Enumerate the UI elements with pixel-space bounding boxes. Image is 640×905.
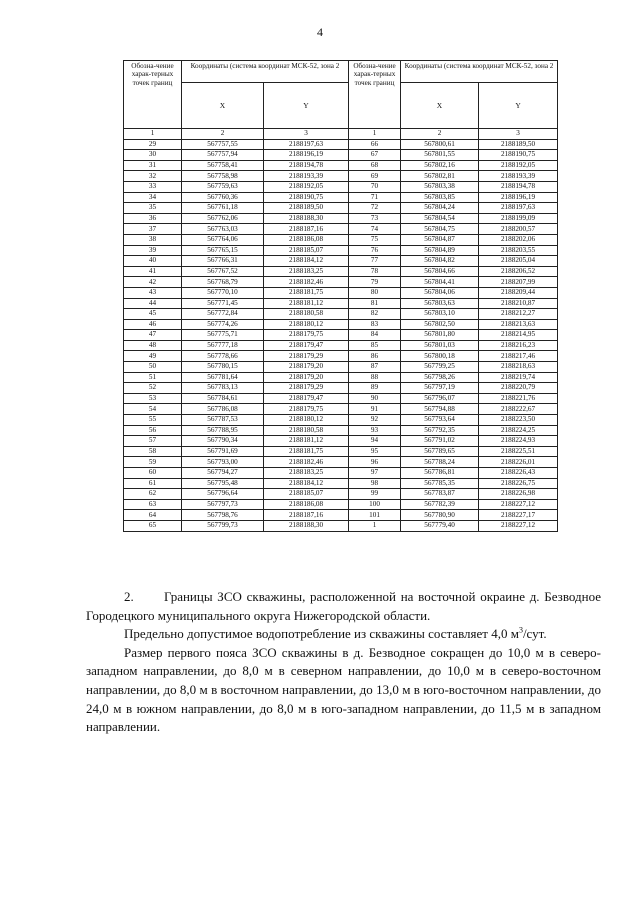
x-right-cell: 567802,81 bbox=[401, 171, 479, 182]
y-left-cell: 2188193,39 bbox=[264, 171, 349, 182]
y-right-cell: 2188205,04 bbox=[479, 256, 558, 267]
table-row bbox=[124, 266, 558, 277]
x-left-cell: 567799,73 bbox=[182, 520, 264, 531]
y-left-cell: 2188179,47 bbox=[264, 340, 349, 351]
point-id-right-cell: 70 bbox=[349, 181, 401, 192]
y-right-cell: 2188226,43 bbox=[479, 468, 558, 479]
point-id-left-cell: 55 bbox=[124, 415, 182, 426]
y-right-cell: 2188192,05 bbox=[479, 160, 558, 171]
y-right-cell: 2188227,17 bbox=[479, 510, 558, 521]
x-right-cell: 567796,07 bbox=[401, 393, 479, 404]
header-point-label-right: Обозна-чение харак-терных точек границ bbox=[349, 61, 401, 129]
x-right-cell: 567786,81 bbox=[401, 468, 479, 479]
point-id-right-cell: 93 bbox=[349, 425, 401, 436]
point-id-right-cell: 75 bbox=[349, 234, 401, 245]
point-id-left-cell: 58 bbox=[124, 446, 182, 457]
x-right-cell: 567793,64 bbox=[401, 415, 479, 426]
x-right-cell: 567798,26 bbox=[401, 372, 479, 383]
consumption-unit: /сут. bbox=[522, 626, 547, 642]
point-id-left-cell: 64 bbox=[124, 510, 182, 521]
x-left-cell: 567786,08 bbox=[182, 404, 264, 415]
point-id-right-cell: 72 bbox=[349, 203, 401, 214]
point-id-left-cell: 53 bbox=[124, 393, 182, 404]
column-number: 3 bbox=[479, 129, 558, 140]
point-id-right-cell: 69 bbox=[349, 171, 401, 182]
y-left-cell: 2188179,29 bbox=[264, 383, 349, 394]
y-left-cell: 2188179,75 bbox=[264, 404, 349, 415]
table-row bbox=[124, 425, 558, 436]
x-right-cell: 567802,16 bbox=[401, 160, 479, 171]
point-id-left-cell: 48 bbox=[124, 340, 182, 351]
table-row bbox=[124, 499, 558, 510]
x-right-cell: 567803,10 bbox=[401, 309, 479, 320]
point-id-right-cell: 86 bbox=[349, 351, 401, 362]
table-row bbox=[124, 203, 558, 214]
y-left-cell: 2188179,29 bbox=[264, 351, 349, 362]
y-left-cell: 2188188,30 bbox=[264, 520, 349, 531]
point-id-right-cell: 79 bbox=[349, 277, 401, 288]
point-id-right-cell: 92 bbox=[349, 415, 401, 426]
header-coords-label-right: Координаты (система координат МСК-52, зона 2 bbox=[401, 61, 558, 83]
table-row bbox=[124, 478, 558, 489]
point-id-right-cell: 83 bbox=[349, 319, 401, 330]
y-left-cell: 2188189,50 bbox=[264, 203, 349, 214]
table-row bbox=[124, 287, 558, 298]
x-right-cell: 567803,85 bbox=[401, 192, 479, 203]
section-heading-paragraph bbox=[86, 588, 601, 625]
y-right-cell: 2188226,75 bbox=[479, 478, 558, 489]
x-left-cell: 567764,06 bbox=[182, 234, 264, 245]
point-id-right-cell: 81 bbox=[349, 298, 401, 309]
table-row bbox=[124, 520, 558, 531]
point-id-left-cell: 62 bbox=[124, 489, 182, 500]
table-row bbox=[124, 181, 558, 192]
header-point-label-left: Обозна-чение харак-терных точек границ bbox=[124, 61, 182, 129]
x-right-cell: 567804,41 bbox=[401, 277, 479, 288]
x-right-cell: 567794,88 bbox=[401, 404, 479, 415]
y-left-cell: 2188179,20 bbox=[264, 362, 349, 373]
table-row bbox=[124, 256, 558, 267]
y-right-cell: 2188210,87 bbox=[479, 298, 558, 309]
table-row bbox=[124, 277, 558, 288]
y-left-cell: 2188183,25 bbox=[264, 468, 349, 479]
x-right-cell: 567783,87 bbox=[401, 489, 479, 500]
table-row bbox=[124, 510, 558, 521]
y-left-cell: 2188186,08 bbox=[264, 234, 349, 245]
point-id-left-cell: 37 bbox=[124, 224, 182, 235]
x-left-cell: 567758,98 bbox=[182, 171, 264, 182]
y-left-cell: 2188184,12 bbox=[264, 478, 349, 489]
y-left-cell: 2188180,12 bbox=[264, 319, 349, 330]
x-right-cell: 567800,18 bbox=[401, 351, 479, 362]
column-number: 2 bbox=[401, 129, 479, 140]
point-id-right-cell: 90 bbox=[349, 393, 401, 404]
point-id-right-cell: 89 bbox=[349, 383, 401, 394]
column-number: 1 bbox=[349, 129, 401, 140]
point-id-left-cell: 59 bbox=[124, 457, 182, 468]
table-row bbox=[124, 468, 558, 479]
x-left-cell: 567787,53 bbox=[182, 415, 264, 426]
point-id-left-cell: 44 bbox=[124, 298, 182, 309]
point-id-left-cell: 52 bbox=[124, 383, 182, 394]
x-left-cell: 567757,94 bbox=[182, 150, 264, 161]
y-right-cell: 2188202,06 bbox=[479, 234, 558, 245]
point-id-left-cell: 30 bbox=[124, 150, 182, 161]
table-row bbox=[124, 234, 558, 245]
y-left-cell: 2188181,12 bbox=[264, 298, 349, 309]
point-id-left-cell: 38 bbox=[124, 234, 182, 245]
table-row bbox=[124, 457, 558, 468]
y-left-cell: 2188190,75 bbox=[264, 192, 349, 203]
y-left-cell: 2188186,08 bbox=[264, 499, 349, 510]
point-id-left-cell: 31 bbox=[124, 160, 182, 171]
x-left-cell: 567759,63 bbox=[182, 181, 264, 192]
x-left-cell: 567780,15 bbox=[182, 362, 264, 373]
x-left-cell: 567757,55 bbox=[182, 139, 264, 150]
x-left-cell: 567781,64 bbox=[182, 372, 264, 383]
point-id-right-cell: 78 bbox=[349, 266, 401, 277]
point-id-left-cell: 41 bbox=[124, 266, 182, 277]
table-row bbox=[124, 213, 558, 224]
point-id-right-cell: 96 bbox=[349, 457, 401, 468]
y-right-cell: 2188227,12 bbox=[479, 520, 558, 531]
y-right-cell: 2188213,63 bbox=[479, 319, 558, 330]
y-left-cell: 2188194,78 bbox=[264, 160, 349, 171]
y-right-cell: 2188223,50 bbox=[479, 415, 558, 426]
y-left-cell: 2188180,12 bbox=[264, 415, 349, 426]
column-number: 3 bbox=[264, 129, 349, 140]
point-id-left-cell: 43 bbox=[124, 287, 182, 298]
x-right-cell: 567799,25 bbox=[401, 362, 479, 373]
y-right-cell: 2188200,57 bbox=[479, 224, 558, 235]
x-right-cell: 567801,80 bbox=[401, 330, 479, 341]
x-left-cell: 567774,26 bbox=[182, 319, 264, 330]
point-id-left-cell: 39 bbox=[124, 245, 182, 256]
point-id-left-cell: 32 bbox=[124, 171, 182, 182]
coordinates-table-body bbox=[124, 129, 558, 532]
x-left-cell: 567772,84 bbox=[182, 309, 264, 320]
point-id-right-cell: 68 bbox=[349, 160, 401, 171]
y-right-cell: 2188209,44 bbox=[479, 287, 558, 298]
x-right-cell: 567792,35 bbox=[401, 425, 479, 436]
point-id-left-cell: 54 bbox=[124, 404, 182, 415]
x-left-cell: 567758,41 bbox=[182, 160, 264, 171]
x-left-cell: 567784,61 bbox=[182, 393, 264, 404]
x-left-cell: 567770,10 bbox=[182, 287, 264, 298]
y-right-cell: 2188190,75 bbox=[479, 150, 558, 161]
y-right-cell: 2188199,09 bbox=[479, 213, 558, 224]
page-number: 4 bbox=[317, 25, 323, 39]
point-id-right-cell: 67 bbox=[349, 150, 401, 161]
x-right-cell: 567803,38 bbox=[401, 181, 479, 192]
x-right-cell: 567782,39 bbox=[401, 499, 479, 510]
x-left-cell: 567793,00 bbox=[182, 457, 264, 468]
y-left-cell: 2188184,12 bbox=[264, 256, 349, 267]
y-right-cell: 2188206,52 bbox=[479, 266, 558, 277]
y-right-cell: 2188226,98 bbox=[479, 489, 558, 500]
y-right-cell: 2188224,25 bbox=[479, 425, 558, 436]
point-id-right-cell: 101 bbox=[349, 510, 401, 521]
y-left-cell: 2188179,75 bbox=[264, 330, 349, 341]
table-row bbox=[124, 489, 558, 500]
x-left-cell: 567798,76 bbox=[182, 510, 264, 521]
y-left-cell: 2188180,58 bbox=[264, 425, 349, 436]
table-row bbox=[124, 309, 558, 320]
x-left-cell: 567791,69 bbox=[182, 446, 264, 457]
x-right-cell: 567804,06 bbox=[401, 287, 479, 298]
point-id-right-cell: 91 bbox=[349, 404, 401, 415]
table-row bbox=[124, 340, 558, 351]
x-left-cell: 567771,45 bbox=[182, 298, 264, 309]
x-right-cell: 567801,03 bbox=[401, 340, 479, 351]
point-id-left-cell: 65 bbox=[124, 520, 182, 531]
point-id-right-cell: 1 bbox=[349, 520, 401, 531]
y-right-cell: 2188227,12 bbox=[479, 499, 558, 510]
x-left-cell: 567760,36 bbox=[182, 192, 264, 203]
y-right-cell: 2188196,19 bbox=[479, 192, 558, 203]
point-id-left-cell: 35 bbox=[124, 203, 182, 214]
point-id-left-cell: 36 bbox=[124, 213, 182, 224]
header-x-left: X bbox=[182, 83, 264, 129]
table-row bbox=[124, 245, 558, 256]
point-id-left-cell: 57 bbox=[124, 436, 182, 447]
point-id-left-cell: 47 bbox=[124, 330, 182, 341]
header-y-right: Y bbox=[479, 83, 558, 129]
y-left-cell: 2188188,30 bbox=[264, 213, 349, 224]
x-right-cell: 567804,82 bbox=[401, 256, 479, 267]
y-right-cell: 2188221,76 bbox=[479, 393, 558, 404]
x-left-cell: 567796,64 bbox=[182, 489, 264, 500]
x-left-cell: 567778,66 bbox=[182, 351, 264, 362]
point-id-right-cell: 88 bbox=[349, 372, 401, 383]
header-y-left: Y bbox=[264, 83, 349, 129]
table-row bbox=[124, 436, 558, 447]
y-right-cell: 2188225,51 bbox=[479, 446, 558, 457]
x-left-cell: 567797,73 bbox=[182, 499, 264, 510]
x-right-cell: 567789,65 bbox=[401, 446, 479, 457]
point-id-right-cell: 66 bbox=[349, 139, 401, 150]
table-row bbox=[124, 160, 558, 171]
y-right-cell: 2188220,79 bbox=[479, 383, 558, 394]
point-id-right-cell: 97 bbox=[349, 468, 401, 479]
y-right-cell: 2188222,67 bbox=[479, 404, 558, 415]
point-id-right-cell: 76 bbox=[349, 245, 401, 256]
table-row bbox=[124, 351, 558, 362]
point-id-left-cell: 34 bbox=[124, 192, 182, 203]
point-id-left-cell: 63 bbox=[124, 499, 182, 510]
table-row bbox=[124, 404, 558, 415]
point-id-right-cell: 87 bbox=[349, 362, 401, 373]
x-left-cell: 567767,52 bbox=[182, 266, 264, 277]
x-left-cell: 567761,18 bbox=[182, 203, 264, 214]
point-id-left-cell: 49 bbox=[124, 351, 182, 362]
point-id-left-cell: 56 bbox=[124, 425, 182, 436]
x-right-cell: 567804,89 bbox=[401, 245, 479, 256]
table-row bbox=[124, 393, 558, 404]
point-id-right-cell: 84 bbox=[349, 330, 401, 341]
point-id-right-cell: 85 bbox=[349, 340, 401, 351]
x-left-cell: 567794,27 bbox=[182, 468, 264, 479]
x-right-cell: 567788,24 bbox=[401, 457, 479, 468]
section-number: 2. bbox=[124, 589, 134, 604]
point-id-right-cell: 80 bbox=[349, 287, 401, 298]
x-right-cell: 567804,24 bbox=[401, 203, 479, 214]
x-right-cell: 567791,02 bbox=[401, 436, 479, 447]
zone-size-paragraph: Размер первого пояса ЗСО скважины в д. Безводное сокращен до 10,0 м в северо-западном направлении, до 8,0 м в северном направлении, до 10,0 м в северо-восточном направлении, до 8,0 м в восточном направлении, до 13,0 м в юго-восточном направлении, до 24,0 м в южном направлении, до 8,0 м в юго-западном направлении, до 11,5 м в западном направлении. bbox=[86, 644, 601, 735]
y-left-cell: 2188185,07 bbox=[264, 489, 349, 500]
column-number: 2 bbox=[182, 129, 264, 140]
x-right-cell: 567801,55 bbox=[401, 150, 479, 161]
y-left-cell: 2188187,16 bbox=[264, 224, 349, 235]
point-id-right-cell: 99 bbox=[349, 489, 401, 500]
x-right-cell: 567802,50 bbox=[401, 319, 479, 330]
x-right-cell: 567779,40 bbox=[401, 520, 479, 531]
y-right-cell: 2188207,99 bbox=[479, 277, 558, 288]
table-row bbox=[124, 372, 558, 383]
x-right-cell: 567804,54 bbox=[401, 213, 479, 224]
y-right-cell: 2188216,23 bbox=[479, 340, 558, 351]
point-id-left-cell: 46 bbox=[124, 319, 182, 330]
y-left-cell: 2188181,75 bbox=[264, 287, 349, 298]
y-left-cell: 2188181,12 bbox=[264, 436, 349, 447]
y-right-cell: 2188219,74 bbox=[479, 372, 558, 383]
y-right-cell: 2188194,78 bbox=[479, 181, 558, 192]
y-left-cell: 2188187,16 bbox=[264, 510, 349, 521]
table-row bbox=[124, 192, 558, 203]
x-left-cell: 567763,03 bbox=[182, 224, 264, 235]
y-left-cell: 2188180,58 bbox=[264, 309, 349, 320]
table-row bbox=[124, 415, 558, 426]
header-x-right: X bbox=[401, 83, 479, 129]
point-id-right-cell: 71 bbox=[349, 192, 401, 203]
y-right-cell: 2188203,55 bbox=[479, 245, 558, 256]
x-left-cell: 567783,13 bbox=[182, 383, 264, 394]
y-right-cell: 2188189,50 bbox=[479, 139, 558, 150]
x-right-cell: 567785,35 bbox=[401, 478, 479, 489]
point-id-right-cell: 73 bbox=[349, 213, 401, 224]
point-id-right-cell: 77 bbox=[349, 256, 401, 267]
y-left-cell: 2188182,46 bbox=[264, 277, 349, 288]
x-left-cell: 567765,15 bbox=[182, 245, 264, 256]
y-right-cell: 2188224,93 bbox=[479, 436, 558, 447]
table-row bbox=[124, 224, 558, 235]
x-left-cell: 567775,71 bbox=[182, 330, 264, 341]
x-right-cell: 567797,19 bbox=[401, 383, 479, 394]
column-number-row bbox=[124, 129, 558, 140]
table-row bbox=[124, 362, 558, 373]
point-id-left-cell: 45 bbox=[124, 309, 182, 320]
table-row bbox=[124, 446, 558, 457]
point-id-right-cell: 95 bbox=[349, 446, 401, 457]
column-number: 1 bbox=[124, 129, 182, 140]
point-id-left-cell: 40 bbox=[124, 256, 182, 267]
x-right-cell: 567804,87 bbox=[401, 234, 479, 245]
x-left-cell: 567788,95 bbox=[182, 425, 264, 436]
x-right-cell: 567804,75 bbox=[401, 224, 479, 235]
section-heading: Границы ЗСО скважины, расположенной на восточной окраине д. Безводное Городецкого муниципального округа Нижегородской области. bbox=[86, 589, 601, 623]
table-row bbox=[124, 319, 558, 330]
point-id-left-cell: 60 bbox=[124, 468, 182, 479]
point-id-left-cell: 61 bbox=[124, 478, 182, 489]
point-id-left-cell: 42 bbox=[124, 277, 182, 288]
y-left-cell: 2188179,47 bbox=[264, 393, 349, 404]
y-right-cell: 2188193,39 bbox=[479, 171, 558, 182]
point-id-right-cell: 82 bbox=[349, 309, 401, 320]
header-coords-label-left: Координаты (система координат МСК-52, зона 2 bbox=[182, 61, 349, 83]
table-row bbox=[124, 383, 558, 394]
table-row bbox=[124, 139, 558, 150]
y-right-cell: 2188218,63 bbox=[479, 362, 558, 373]
x-left-cell: 567795,48 bbox=[182, 478, 264, 489]
y-left-cell: 2188197,63 bbox=[264, 139, 349, 150]
x-right-cell: 567780,90 bbox=[401, 510, 479, 521]
point-id-right-cell: 100 bbox=[349, 499, 401, 510]
x-left-cell: 567790,34 bbox=[182, 436, 264, 447]
y-left-cell: 2188183,25 bbox=[264, 266, 349, 277]
y-right-cell: 2188212,27 bbox=[479, 309, 558, 320]
y-left-cell: 2188182,46 bbox=[264, 457, 349, 468]
x-right-cell: 567803,63 bbox=[401, 298, 479, 309]
point-id-right-cell: 74 bbox=[349, 224, 401, 235]
y-left-cell: 2188196,19 bbox=[264, 150, 349, 161]
y-left-cell: 2188192,05 bbox=[264, 181, 349, 192]
x-right-cell: 567804,66 bbox=[401, 266, 479, 277]
point-id-right-cell: 98 bbox=[349, 478, 401, 489]
y-left-cell: 2188185,07 bbox=[264, 245, 349, 256]
consumption-text: Предельно допустимое водопотребление из скважины составляет 4,0 м bbox=[124, 626, 519, 642]
x-right-cell: 567800,61 bbox=[401, 139, 479, 150]
y-left-cell: 2188179,20 bbox=[264, 372, 349, 383]
table-row bbox=[124, 298, 558, 309]
x-left-cell: 567768,79 bbox=[182, 277, 264, 288]
table-row bbox=[124, 150, 558, 161]
y-left-cell: 2188181,75 bbox=[264, 446, 349, 457]
y-right-cell: 2188214,95 bbox=[479, 330, 558, 341]
section-text bbox=[86, 588, 601, 737]
point-id-left-cell: 50 bbox=[124, 362, 182, 373]
consumption-paragraph bbox=[86, 625, 601, 644]
y-right-cell: 2188226,01 bbox=[479, 457, 558, 468]
point-id-left-cell: 33 bbox=[124, 181, 182, 192]
table-row bbox=[124, 171, 558, 182]
x-left-cell: 567766,31 bbox=[182, 256, 264, 267]
point-id-right-cell: 94 bbox=[349, 436, 401, 447]
point-id-left-cell: 51 bbox=[124, 372, 182, 383]
x-left-cell: 567762,06 bbox=[182, 213, 264, 224]
coordinates-table bbox=[123, 60, 558, 532]
table-row bbox=[124, 330, 558, 341]
x-left-cell: 567777,18 bbox=[182, 340, 264, 351]
y-right-cell: 2188217,46 bbox=[479, 351, 558, 362]
consumption-superscript: 3 bbox=[518, 625, 523, 635]
y-right-cell: 2188197,63 bbox=[479, 203, 558, 214]
point-id-left-cell: 29 bbox=[124, 139, 182, 150]
